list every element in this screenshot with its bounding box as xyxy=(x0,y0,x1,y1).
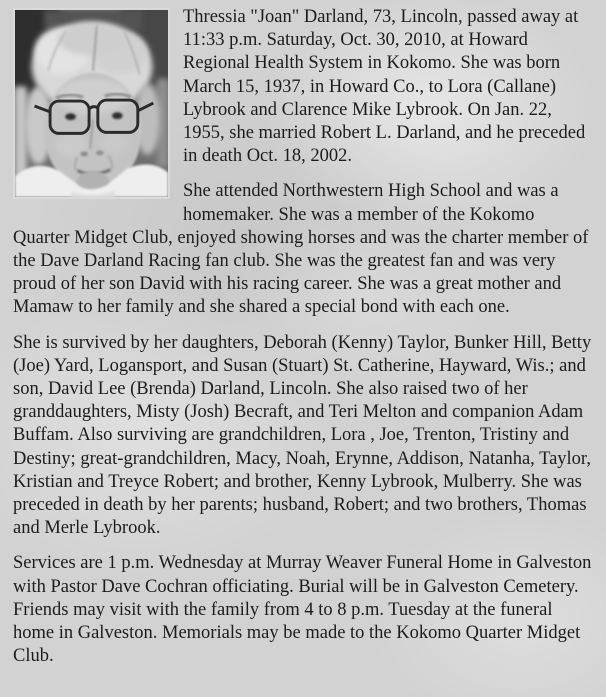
portrait-photo-image xyxy=(15,10,168,197)
obituary-paragraph-life: She attended Northwestern High School and was a homemaker. She was a member of the Kokomo Quarter Midget Club, enjoyed showing horses and was the charter member of the Dave Darland Racing fan club. She was the greatest fan and was very proud of her son David with his racing career. She was a great mother and Mamaw to her family and she shared a special bond with each one. xyxy=(13,181,589,318)
obituary-paragraph-intro: Thressia "Joan" Darland, 73, Lincoln, passed away at 11:33 p.m. Saturday, Oct. 30, 2010, at Howard Regional Health System in Kokomo. She was born March 15, 1937, in Howard Co., to Lora (Callane) Lybrook and Clarence Mike Lybrook. On Jan. 22, 1955, she married Robert L. Darland, and he preceded in death Oct. 18, 2002. xyxy=(183,7,586,167)
obituary-paragraph-services: Services are 1 p.m. Wednesday at Murray Weaver Funeral Home in Galveston with Pastor Dave Cochran officiating. Burial will be in Galveston Cemetery. Friends may visit with the family from 4 to 8 p.m. Tuesday at the funeral home in Galveston. Memorials may be made to the Kokomo Quarter Midget Club. xyxy=(13,553,592,667)
portrait-photo xyxy=(13,8,170,199)
obituary-paragraph-survivors: She is survived by her daughters, Deborah (Kenny) Taylor, Bunker Hill, Betty (Joe) Yard, Logansport, and Susan (Stuart) St. Catherine, Hayward, Wis.; and son, David Lee (Brenda) Darland, Lincoln. She also raised two of her granddaughters, Misty (Josh) Becraft, and Teri Melton and companion Adam Buffam. Also surviving are grandchildren, Lora , Joe, Trenton, Tristiny and Destiny; great-grandchildren, Macy, Noah, Erynne, Addison, Natanha, Taylor, Kristian and Treyce Robert; and brother, Kenny Lybrook, Mulberry. She was preceded in death by her parents; husband, Robert; and two brothers, Thomas and Merle Lybrook. xyxy=(13,332,592,539)
